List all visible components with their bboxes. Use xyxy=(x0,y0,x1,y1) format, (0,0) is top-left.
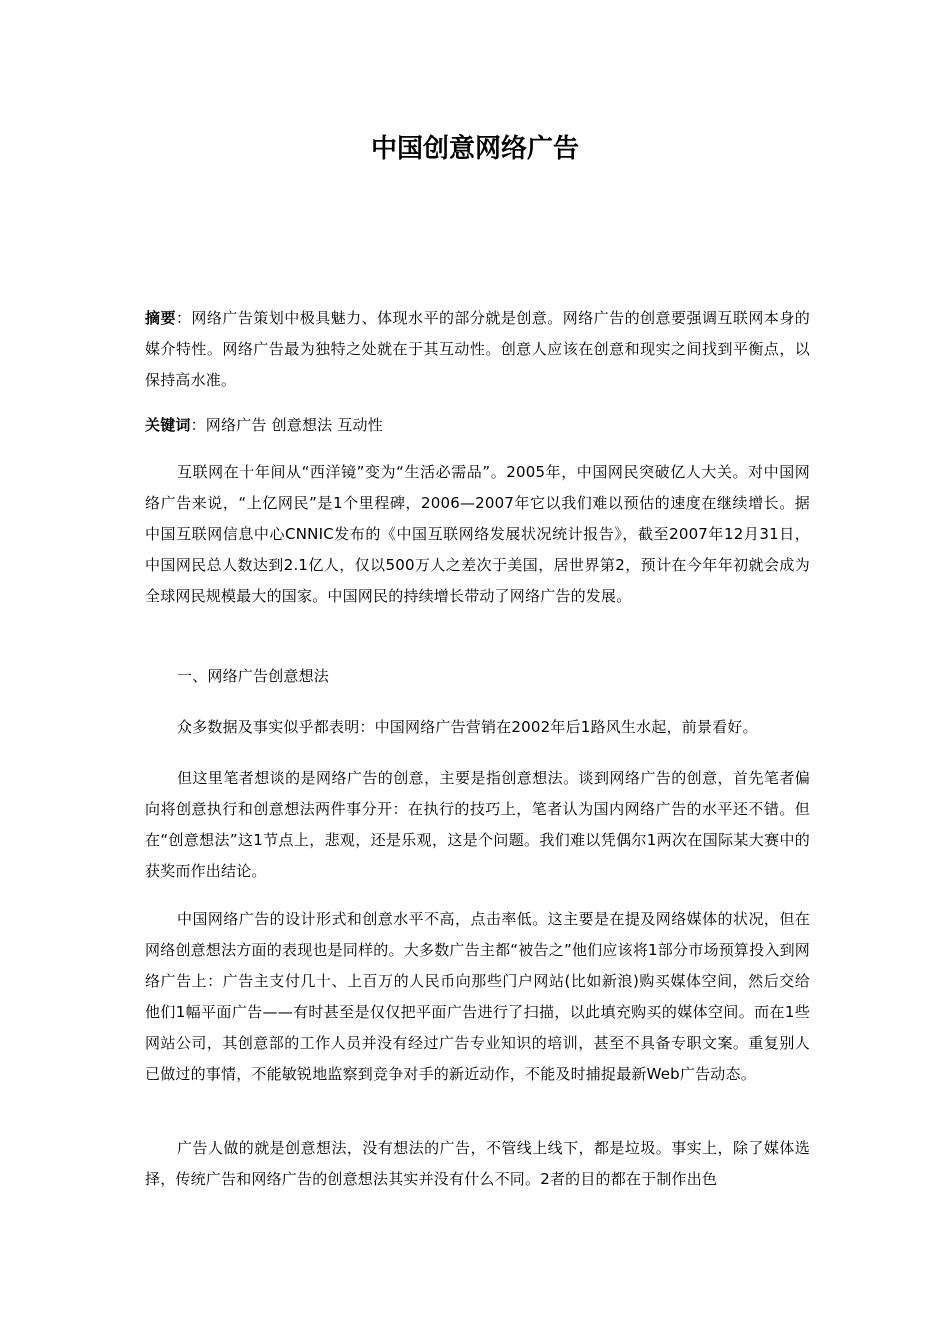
keywords-text: ：网络广告 创意想法 互动性 xyxy=(190,416,383,434)
body-paragraph: 中国网络广告的设计形式和创意水平不高，点击率低。这主要是在提及网络媒体的状况，但在网络创意想法方面的表现也是同样的。大多数广告主都“被告之”他们应该将1部分市场预算投入到网络广告上：广告主支付几十、上百万的人民币向那些门户网站(比如新浪)购买媒体空间，然后交给他们1幅平面广告——有时甚至是仅仅把平面广告进行了扫描，以此填充购买的媒体空间。而在1些网站公司，其创意部的工作人员并没有经过广告专业知识的培训，甚至不具备专职文案。重复别人已做过的事情，不能敏锐地监察到竞争对手的新近动作，不能及时捕捉最新Web广告动态。 xyxy=(145,910,810,1083)
document-title: 中国创意网络广告 xyxy=(370,134,579,164)
body-paragraph: 众多数据及事实似乎都表明：中国网络广告营销在2002年后1路风生水起，前景看好。 xyxy=(177,718,758,736)
section-heading: 一、网络广告创意想法 xyxy=(177,667,330,685)
body-paragraph: 互联网在十年间从“西洋镜”变为“生活必需品”。2005年，中国网民突破亿人大关。对中国网络广告来说，“上亿网民”是1个里程碑，2006—2007年它以我们难以预估的速度在继续增长。据中国互联网信息中心CNNIC发布的《中国互联网络发展状况统计报告》，截至2007年12月31日，中国网民总人数达到2.1亿人，仅以500万人之差次于美国，居世界第2，预计在今年年初就会成为全球网民规模最大的国家。中国网民的持续增长带动了网络广告的发展。 xyxy=(145,463,810,605)
keywords-label: 关键词 xyxy=(145,416,191,434)
abstract-text: ：网络广告策划中极具魅力、体现水平的部分就是创意。网络广告的创意要强调互联网本身的媒介特性。网络广告最为独特之处就在于其互动性。创意人应该在创意和现实之间找到平衡点，以保持高水准。 xyxy=(145,309,810,389)
keywords-paragraph xyxy=(145,410,810,441)
body-paragraph: 但这里笔者想谈的是网络广告的创意，主要是指创意想法。谈到网络广告的创意，首先笔者偏向将创意执行和创意想法两件事分开：在执行的技巧上，笔者认为国内网络广告的水平还不错。但在“创意想法”这1节点上，悲观，还是乐观，这是个问题。我们难以凭偶尔1两次在国际某大赛中的获奖而作出结论。 xyxy=(145,769,810,880)
abstract-label: 摘要 xyxy=(145,309,176,327)
abstract-paragraph xyxy=(145,303,810,396)
body-paragraph: 广告人做的就是创意想法，没有想法的广告，不管线上线下，都是垃圾。事实上，除了媒体选择，传统广告和网络广告的创意想法其实并没有什么不同。2者的目的都在于制作出色 xyxy=(145,1139,810,1188)
